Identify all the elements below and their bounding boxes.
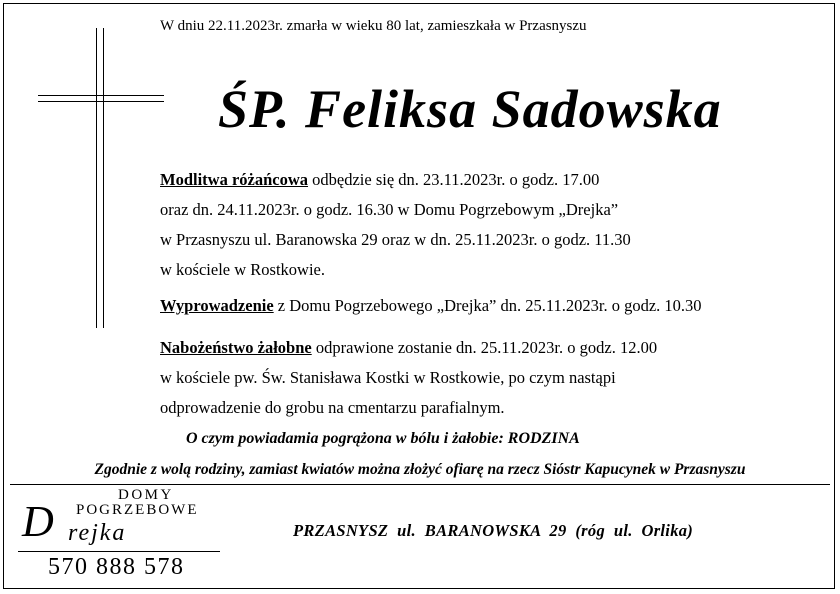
logo-phone: 570 888 578 (48, 554, 185, 580)
rosary-line-3: w Przasnyszu ul. Baranowska 29 oraz w dn. 25.11.2023r. o godz. 11.30 (160, 230, 631, 249)
mourners-line: O czym powiadamia pogrążona w bólu i żałobie: RODZINA (186, 430, 580, 447)
logo-line-pogrzebowe: POGRZEBOWE (76, 502, 199, 518)
mass-text-1: odprawione zostanie dn. 25.11.2023r. o godz. 12.00 (311, 338, 658, 357)
procession-label: Wyprowadzenie (160, 296, 274, 315)
deceased-name: ŚP. Feliksa Sadowska (218, 79, 722, 139)
mass-line-3: odprowadzenie do grobu na cmentarzu parafialnym. (160, 398, 505, 417)
family-wish: Zgodnie z wolą rodziny, zamiast kwiatów można złożyć ofiarę na rzecz Sióstr Kapucynek w Przasnyszu (94, 461, 746, 478)
mass-section (160, 333, 657, 423)
rosary-line-2: oraz dn. 24.11.2023r. o godz. 16.30 w Domu Pogrzebowym „Drejka” (160, 200, 619, 219)
death-announcement: W dniu 22.11.2023r. zmarła w wieku 80 lat, zamieszkała w Przasnyszu (160, 18, 587, 34)
funeral-home-address: PRZASNYSZ ul. BARANOWSKA 29 (róg ul. Orlika) (293, 521, 694, 540)
cross-vertical-beam (96, 28, 104, 328)
rosary-line-4: w kościele w Rostkowie. (160, 260, 325, 279)
rosary-text-1: odbędzie się dn. 23.11.2023r. o godz. 17.00 (308, 170, 600, 189)
procession-section (160, 291, 702, 321)
rosary-line-1 (160, 165, 631, 195)
procession-line (160, 291, 702, 321)
mass-line-1 (160, 333, 657, 363)
mass-line-2: w kościele pw. Św. Stanisława Kostki w Rostkowie, po czym nastąpi (160, 368, 616, 387)
logo-underline (18, 551, 220, 552)
rosary-section (160, 165, 631, 285)
rosary-label: Modlitwa różańcowa (160, 170, 309, 189)
procession-text: z Domu Pogrzebowego „Drejka” dn. 25.11.2023r. o godz. 10.30 (273, 296, 702, 315)
logo-wordmark: rejka (68, 520, 127, 546)
footer-divider (10, 484, 830, 485)
mass-label: Nabożeństwo żałobne (160, 338, 312, 357)
cross-horizontal-beam (38, 95, 164, 102)
funeral-home-logo (18, 487, 228, 587)
logo-line-domy: DOMY (118, 487, 174, 503)
logo-monogram: D (22, 497, 54, 546)
